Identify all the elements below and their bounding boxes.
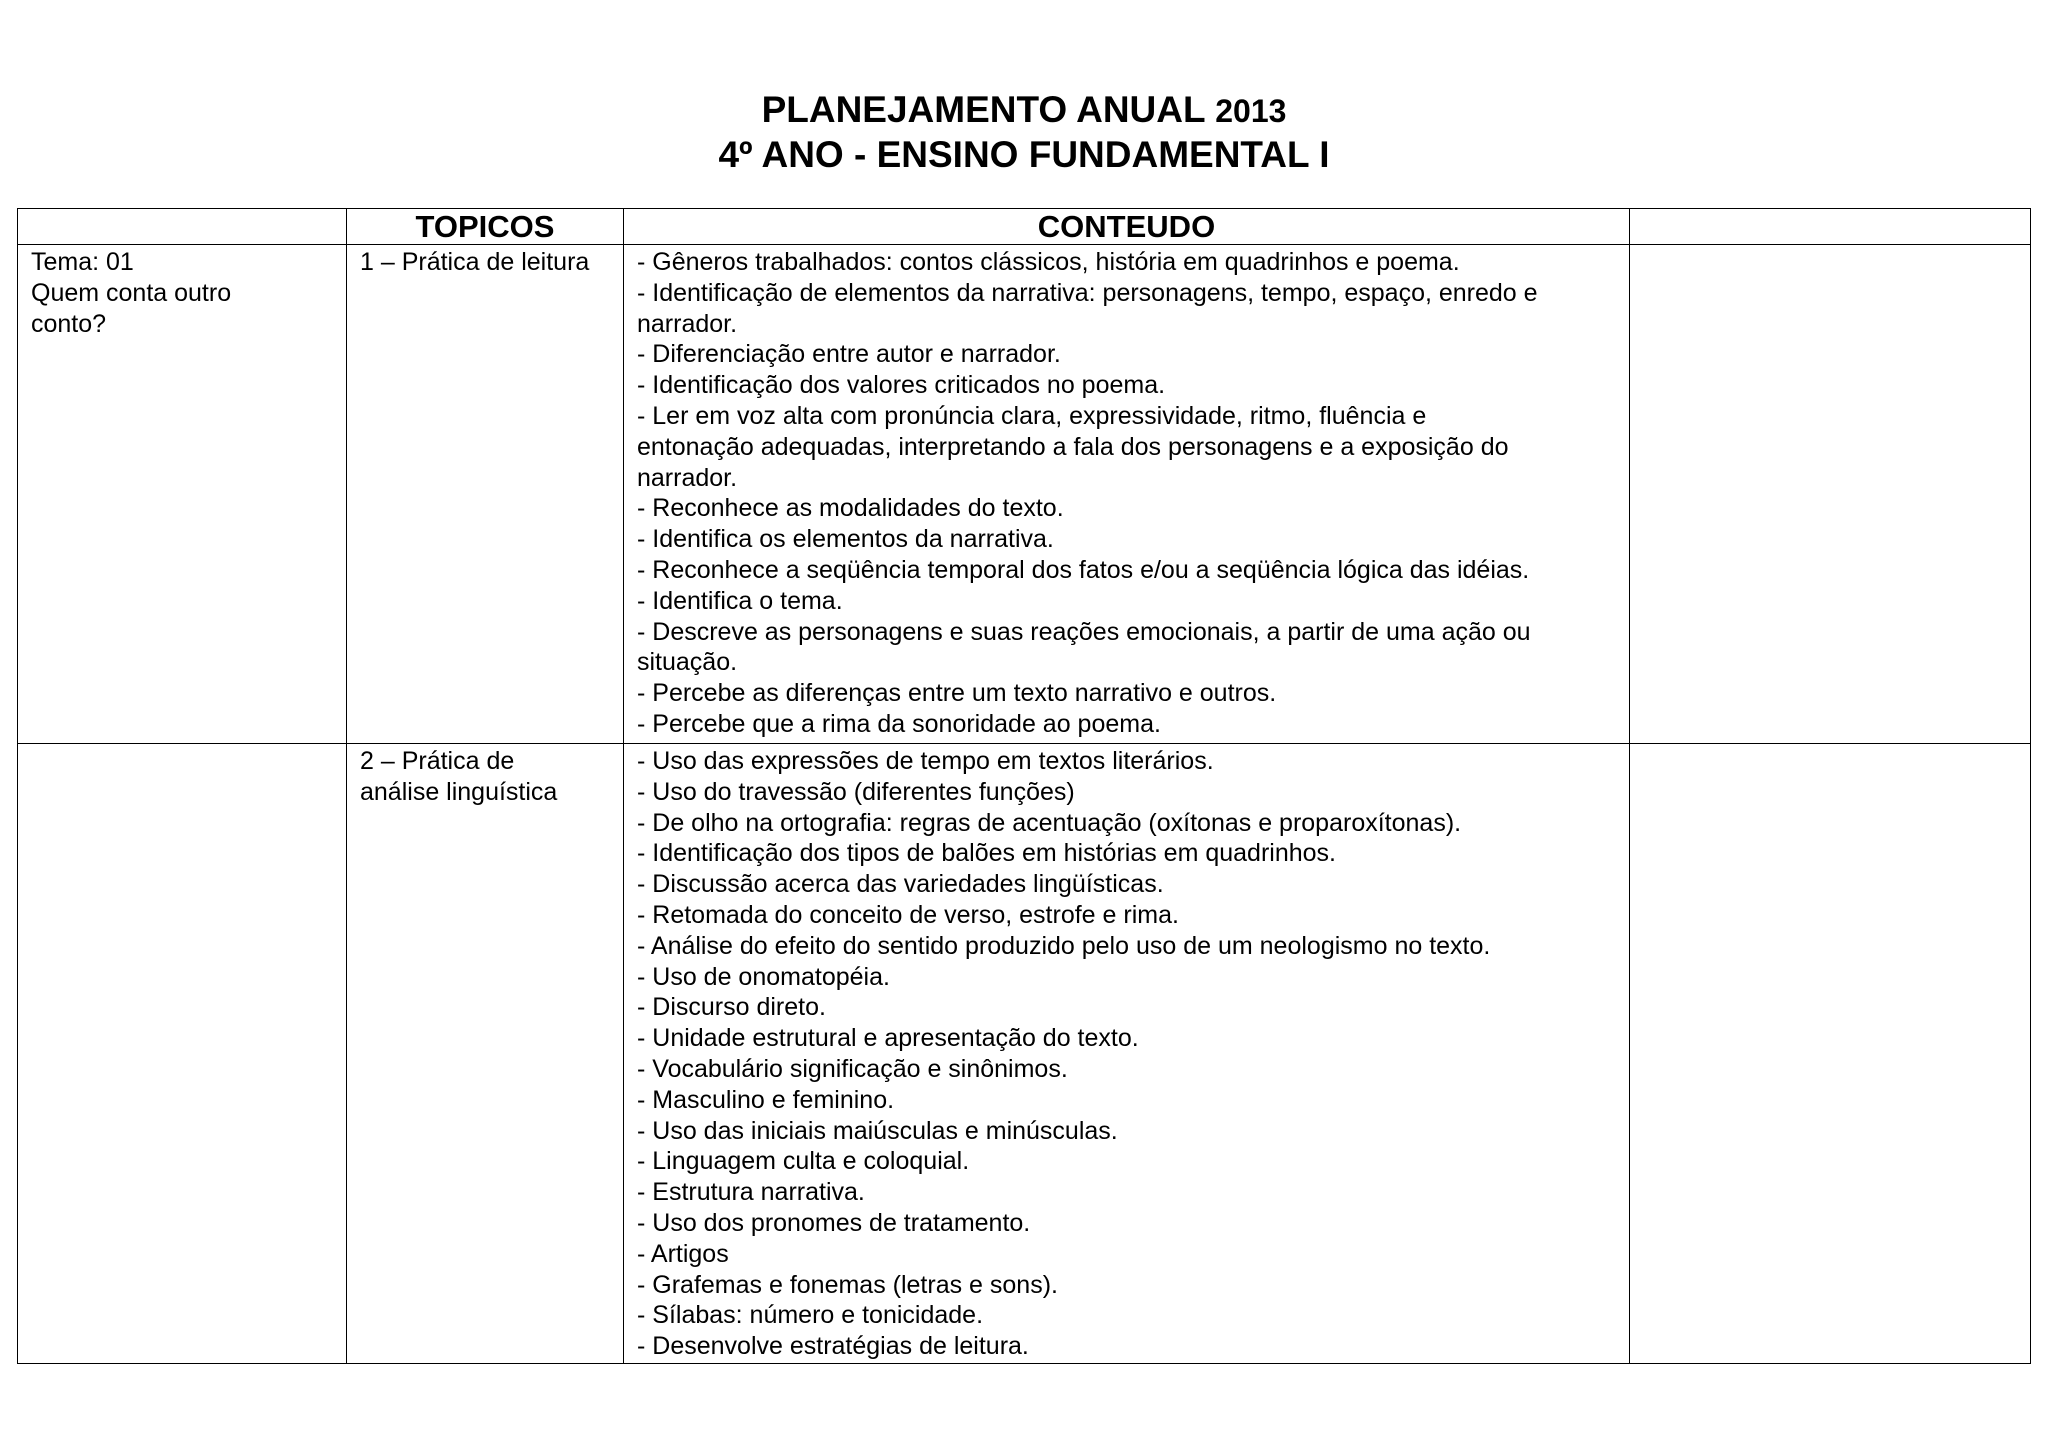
- cell-line: narrador.: [637, 463, 738, 492]
- content-cell: [624, 744, 1630, 1364]
- notes-cell: [1630, 245, 2031, 744]
- cell-line: - Ler em voz alta com pronúncia clara, expressividade, ritmo, fluência e: [637, 401, 1427, 430]
- cell-line: - Discurso direto.: [637, 993, 826, 1022]
- cell-line: - Reconhece a seqüência temporal dos fatos e/ou a seqüência lógica das idéias.: [637, 555, 1530, 584]
- header-cell-content: CONTEUDO: [624, 209, 1630, 245]
- cell-line: - Uso de onomatopéia.: [637, 962, 890, 991]
- table-header-row: [18, 209, 2031, 245]
- cell-line: - Gêneros trabalhados: contos clássicos, história em quadrinhos e poema.: [637, 248, 1460, 276]
- cell-line: - Análise do efeito do sentido produzido pelo uso de um neologismo no texto.: [637, 931, 1491, 960]
- cell-line: - Retomada do conceito de verso, estrofe e rima.: [637, 900, 1179, 929]
- theme-cell: [18, 245, 347, 744]
- header-cell-theme: [18, 209, 347, 245]
- notes-cell: [1630, 744, 2031, 1364]
- cell-line: - Uso das expressões de tempo em textos literários.: [637, 747, 1214, 775]
- content-cell: [624, 245, 1630, 744]
- cell-line: - Diferenciação entre autor e narrador.: [637, 340, 1061, 369]
- topic-cell: [347, 245, 624, 744]
- cell-line: - Desenvolve estratégias de leitura.: [637, 1332, 1029, 1361]
- cell-line: - Identifica o tema.: [637, 586, 843, 615]
- cell-line: - Identifica os elementos da narrativa.: [637, 525, 1054, 554]
- cell-line: - Identificação de elementos da narrativa: personagens, tempo, espaço, enredo e: [637, 278, 1538, 307]
- cell-line: conto?: [31, 309, 107, 338]
- cell-line: - Grafemas e fonemas (letras e sons).: [637, 1270, 1058, 1299]
- cell-line: entonação adequadas, interpretando a fala dos personagens e a exposição do: [637, 432, 1509, 461]
- table-row: [18, 245, 2031, 744]
- cell-line: Quem conta outro: [31, 278, 232, 307]
- cell-line: - Linguagem culta e coloquial.: [637, 1147, 970, 1176]
- cell-line: - Unidade estrutural e apresentação do texto.: [637, 1024, 1139, 1053]
- cell-line: - Sílabas: número e tonicidade.: [637, 1301, 984, 1330]
- cell-line: - Uso das iniciais maiúsculas e minúsculas.: [637, 1116, 1118, 1145]
- cell-line: - Identificação dos valores criticados no poema.: [637, 371, 1166, 400]
- cell-line: - Percebe as diferenças entre um texto narrativo e outros.: [637, 679, 1277, 708]
- cell-line: - Uso dos pronomes de tratamento.: [637, 1208, 1031, 1237]
- cell-line: - Estrutura narrativa.: [637, 1178, 865, 1207]
- cell-line: - Uso do travessão (diferentes funções): [637, 777, 1075, 806]
- cell-line: - Identificação dos tipos de balões em histórias em quadrinhos.: [637, 839, 1336, 868]
- cell-line: situação.: [637, 648, 738, 677]
- title-line-2: 4º ANO - ENSINO FUNDAMENTAL I: [718, 134, 1330, 175]
- cell-line: narrador.: [637, 309, 738, 338]
- cell-line: Tema: 01: [31, 248, 134, 276]
- planning-table: [17, 208, 2031, 1364]
- cell-line: 2 – Prática de: [360, 747, 515, 775]
- title-line-1: [0, 88, 2048, 133]
- table-row: [18, 744, 2031, 1364]
- page-title: [0, 88, 2048, 177]
- cell-line: 1 – Prática de leitura: [360, 248, 590, 276]
- cell-line: - Discussão acerca das variedades lingüísticas.: [637, 870, 1164, 899]
- title-year: 2013: [1215, 93, 1287, 129]
- topic-cell: [347, 744, 624, 1364]
- theme-cell: [18, 744, 347, 1364]
- cell-line: - De olho na ortografia: regras de acentuação (oxítonas e proparoxítonas).: [637, 808, 1462, 837]
- cell-line: - Artigos: [637, 1239, 729, 1268]
- header-cell-topics: TOPICOS: [347, 209, 624, 245]
- cell-line: - Descreve as personagens e suas reações emocionais, a partir de uma ação ou: [637, 617, 1531, 646]
- cell-line: - Reconhece as modalidades do texto.: [637, 494, 1064, 523]
- cell-line: - Percebe que a rima da sonoridade ao poema.: [637, 709, 1161, 738]
- header-cell-notes: [1630, 209, 2031, 245]
- title-main: PLANEJAMENTO ANUAL: [761, 89, 1205, 130]
- cell-line: - Vocabulário significação e sinônimos.: [637, 1054, 1068, 1083]
- cell-line: - Masculino e feminino.: [637, 1085, 895, 1114]
- cell-line: análise linguística: [360, 777, 558, 806]
